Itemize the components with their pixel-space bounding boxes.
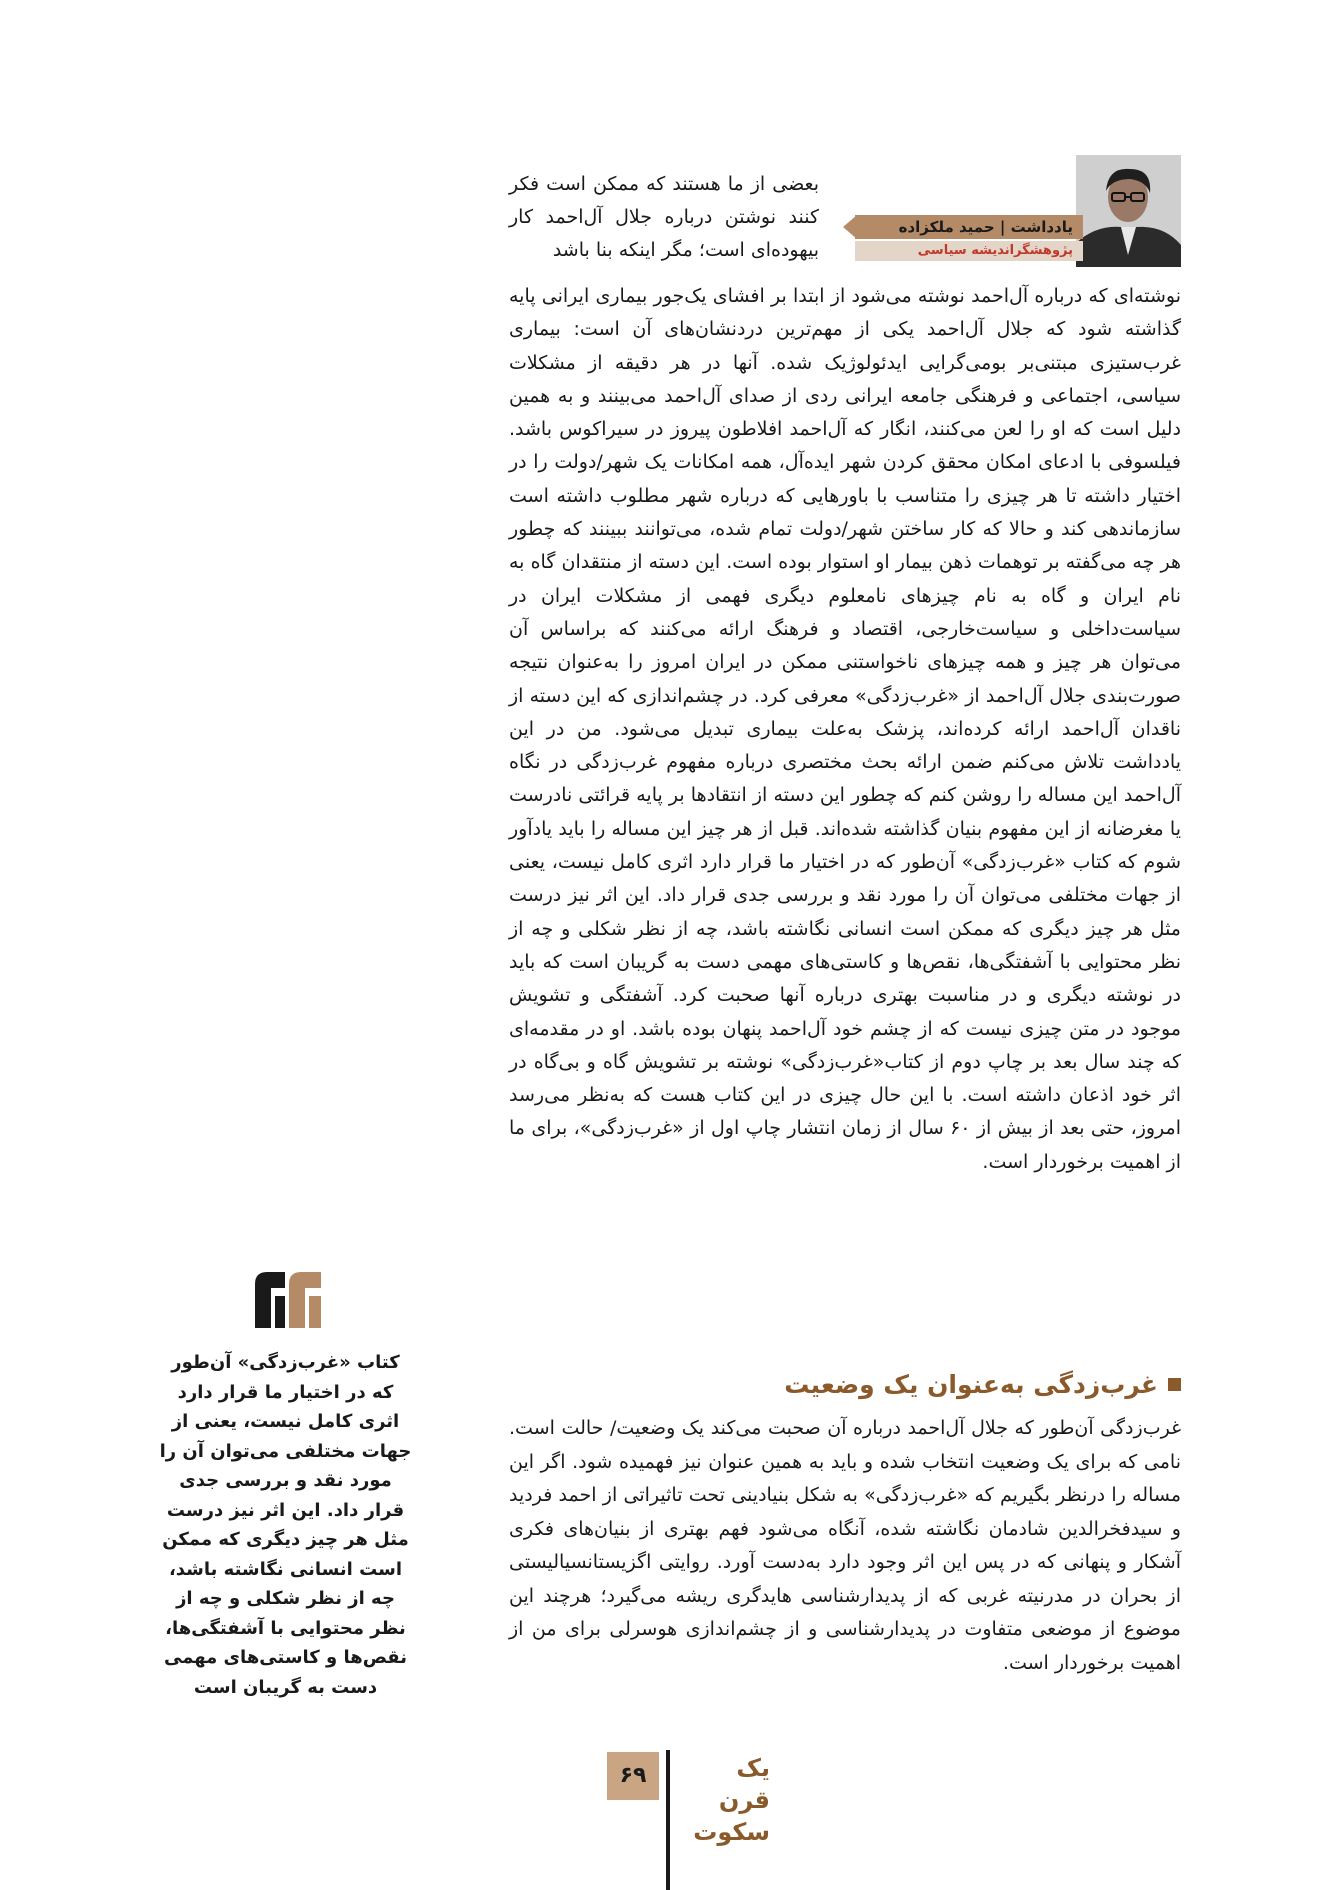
section-paragraph: غرب‌زدگی آن‌طور که جلال آل‌احمد درباره آن صحبت می‌کند یک وضعیت/ حالت است. نامی که برای یک وضعیت انتخاب شده و باید به همین عنوان نیز فهمیده شود. اگر این مساله را درنظر بگیریم که «غرب‌زدگی» به شکل بنیادینی تحت تاثیراتی از احمد فردید و سیدفخرالدین شادمان نگاشته شده، آنگاه می‌شود فهم بهتری از بنیان‌های فکری آشکار و پنهانی که در پس این اثر وجود دارد به‌دست آورد. روایتی اگزیستانسیالیستی از بحران در مدرنیته غربی که از پدیدارشناسی هایدگری ریشه می‌گیرد؛ هرچند این موضوع از موضعی متفاوت در پدیدارشناسی و از چشم‌اندازی هوسرلی برای من از اهمیت برخوردار است.	[509, 1417, 1181, 1674]
author-block	[831, 155, 1181, 270]
magazine-title	[680, 1752, 770, 1848]
magazine-title-line2: سکوت	[693, 1818, 770, 1846]
body-paragraph: نوشته‌ای که درباره آل‌احمد نوشته می‌شود از ابتدا بر افشای یک‌جور بیماری ایرانی پایه گذاشته شود که جلال آل‌احمد یکی از مهم‌ترین دردنشان‌های آن است: بیماری غرب‌ستیزی مبتنی‌بر بومی‌گرایی ایدئولوژیک شده. آنها در هر دقیقه از مشکلات سیاسی، اجتماعی و فرهنگی جامعه ایرانی ردی از صدای آل‌احمد می‌بینند و به همین دلیل است که او را لعن می‌کنند، انگار که آل‌احمد افلاطون پیروز در سیراکوس باشد. فیلسوفی با ادعای امکان محقق کردن شهر ایده‌آل، همه امکانات یک شهر/دولت را در اختیار داشته تا هر چیزی را متناسب با باورهایی که درباره شهر مطلوب داشته است سازماندهی کند و حالا که کار ساختن شهر/دولت تمام شده، می‌توانند ببینند که چطور هر چه می‌گفته بر توهمات ذهن بیمار او استوار بوده است. این دسته از منتقدان گاه به نام ایران و گاه به نام چیزهای نامعلوم دیگری فهمی از مشکلات ایران در سیاست‌داخلی و سیاست‌خارجی، اقتصاد و فرهنگ ارائه می‌کنند که براساس آن می‌توان هر چیز و همه چیزهای ناخواستنی ممکن در ایران امروز را به‌عنوان نتیجه صورت‌بندی جلال آل‌احمد از «غرب‌زدگی» معرفی کرد. در چشم‌اندازی که این دسته از ناقدان آل‌احمد ارائه کرده‌اند، پزشک به‌علت بیماری تبدیل می‌شود. من در این یادداشت تلاش می‌کنم ضمن ارائه بحث مختصری درباره مفهوم غرب‌زدگی در نگاه آل‌احمد این مساله را روشن کنم که چطور این دسته از انتقادها بر پایه قرائتی نادرست یا مغرضانه از این مفهوم بنیان گذاشته شده‌اند. قبل از هر چیز این مساله را باید یادآور شوم که کتاب «غرب‌زدگی» آن‌طور که در اختیار ما قرار دارد اثری کامل نیست، یعنی از جهات مختلفی می‌توان آن را مورد نقد و بررسی جدی قرار داد. این اثر نیز درست مثل هر چیز دیگری که ممکن است انسانی نگاشته باشد، چه از نظر شکلی و چه از نظر محتوایی با آشفتگی‌ها، نقص‌ها و کاستی‌های مهمی دست به گریبان است که باید در نوشته دیگری و در مناسبت بهتری درباره آنها صحبت کرد. آشفتگی و تشویش موجود در متن چیزی نیست که از چشم خود آل‌احمد پنهان بوده باشد. او در مقدمه‌ای که چند سال بعد بر چاپ دوم از کتاب«غرب‌زدگی» نوشته بر تشویش گاه و بی‌گاه در اثر خود اذعان داشته است. با این حال چیزی در این کتاب هست که به‌نظر می‌رسد امروز، حتی بعد از بیش از ۶۰ سال از زمان انتشار چاپ اول از «غرب‌زدگی»، برای ما از اهمیت برخوردار است.	[509, 285, 1181, 1173]
page-number: ۶۹	[607, 1752, 659, 1800]
intro-paragraph: بعضی از ما هستند که ممکن است فکر کنند نوشتن درباره جلال آل‌احمد کار بیهوده‌ای است؛ مگر اینکه بنا باشد	[509, 173, 819, 261]
footer-divider	[666, 1750, 670, 1890]
article-body	[509, 280, 1181, 1179]
author-role: پژوهشگراندیشه سیاسی	[855, 241, 1083, 261]
square-bullet-icon	[1168, 1378, 1181, 1391]
section-heading	[509, 1370, 1181, 1399]
quote-mark-icon	[253, 1270, 323, 1328]
pull-quote: کتاب «غرب‌زدگی» آن‌طور که در اختیار ما قرار دارد اثری کامل نیست، یعنی از جهات مختلفی می‌توان آن را مورد نقد و بررسی جدی قرار داد. این اثر نیز درست مثل هر چیز دیگری که ممکن است انسانی نگاشته باشد، چه از نظر شکلی و چه از نظر محتوایی با آشفتگی‌ها، نقص‌ها و کاستی‌های مهمی دست به گریبان است	[159, 1352, 412, 1698]
author-portrait-icon	[1076, 155, 1181, 267]
author-photo	[1076, 155, 1181, 267]
author-badge	[843, 215, 1083, 263]
section-body	[509, 1412, 1181, 1680]
magazine-title-line1: یک قرن	[718, 1754, 770, 1814]
section-title-text: غرب‌زدگی به‌عنوان یک وضعیت	[784, 1370, 1158, 1399]
author-name: یادداشت | حمید ملکزاده	[855, 215, 1083, 239]
